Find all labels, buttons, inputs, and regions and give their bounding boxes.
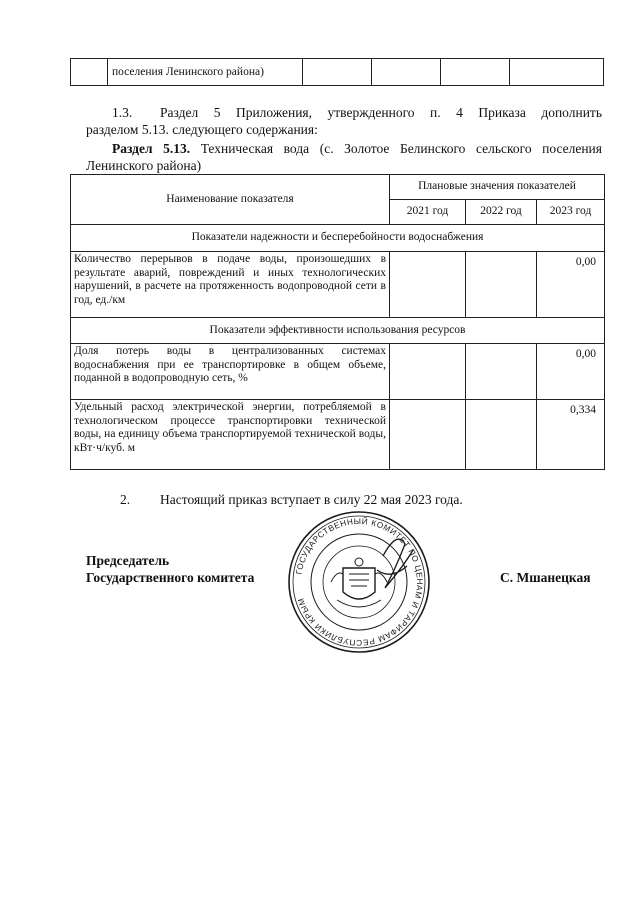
row-energy-2023: 0,334 (537, 400, 605, 470)
previous-table-fragment (70, 58, 604, 86)
header-indicator-name: Наименование показателя (71, 175, 390, 225)
row-water-loss-2021 (390, 344, 466, 400)
item-2-text: Настоящий приказ вступает в силу 22 мая 2023 года. (160, 492, 463, 507)
row-energy-2021 (390, 400, 466, 470)
seal-ring-text: ГОСУДАРСТВЕННЫЙ КОМИТЕТ ПО ЦЕНАМ И ТАРИФАМ РЕСПУБЛИКИ КРЫМ (294, 516, 425, 648)
item-1-3-line2: разделом 5.13. следующего содержания: (86, 122, 318, 137)
signatory-name: С. Мшанецкая (500, 570, 591, 585)
section-heading (112, 140, 602, 157)
signatory-title-line2: Государственного комитета (86, 570, 255, 585)
fragment-cell-text: поселения Ленинского района) (108, 59, 303, 86)
section-title-line2: Ленинского района) (86, 158, 202, 173)
row-interruptions-2021 (390, 252, 466, 318)
group-reliability-title: Показатели надежности и бесперебойности водоснабжения (71, 225, 605, 252)
indicators-table (70, 174, 605, 470)
group-efficiency-title: Показатели эффективности использования ресурсов (71, 318, 605, 344)
fragment-cell-empty (510, 59, 604, 86)
item-1-3-number: 1.3. (112, 105, 133, 120)
row-energy-2022 (466, 400, 537, 470)
fragment-cell-empty (372, 59, 441, 86)
header-year-2023: 2023 год (537, 200, 605, 225)
row-water-loss-2022 (466, 344, 537, 400)
row-interruptions-2023: 0,00 (537, 252, 605, 318)
row-interruptions-name: Количество перерывов в подаче воды, произошедших в результате аварий, повреждений и иных технологических нарушений, в расчете на протяженность водопроводной сети в год, ед./км (71, 252, 390, 318)
fragment-cell-empty (441, 59, 510, 86)
fragment-cell-empty (71, 59, 108, 86)
header-year-2021: 2021 год (390, 200, 466, 225)
section-label: Раздел 5.13. (112, 141, 191, 156)
fragment-cell-empty (303, 59, 372, 86)
row-water-loss-2023: 0,00 (537, 344, 605, 400)
row-energy-name: Удельный расход электрической энергии, потребляемой в технологическом процессе транспортировки технической воды, на единицу объема транспортируемой технической воды, кВт·ч/куб. м (71, 400, 390, 470)
header-year-2022: 2022 год (466, 200, 537, 225)
section-title-line1: Техническая вода (с. Золотое Белинского сельского поселения (200, 141, 602, 156)
official-seal-icon (287, 510, 431, 654)
signatory-title-line1: Председатель (86, 553, 170, 568)
row-interruptions-2022 (466, 252, 537, 318)
header-planned-values: Плановые значения показателей (390, 175, 605, 200)
item-2-number: 2. (120, 492, 131, 507)
row-water-loss-name: Доля потерь воды в централизованных системах водоснабжения при ее транспортировке в общем объеме, поданной в водопроводную сеть, % (71, 344, 390, 400)
item-1-3-line1: Раздел 5 Приложения, утвержденного п. 4 Приказа дополнить (160, 105, 602, 120)
